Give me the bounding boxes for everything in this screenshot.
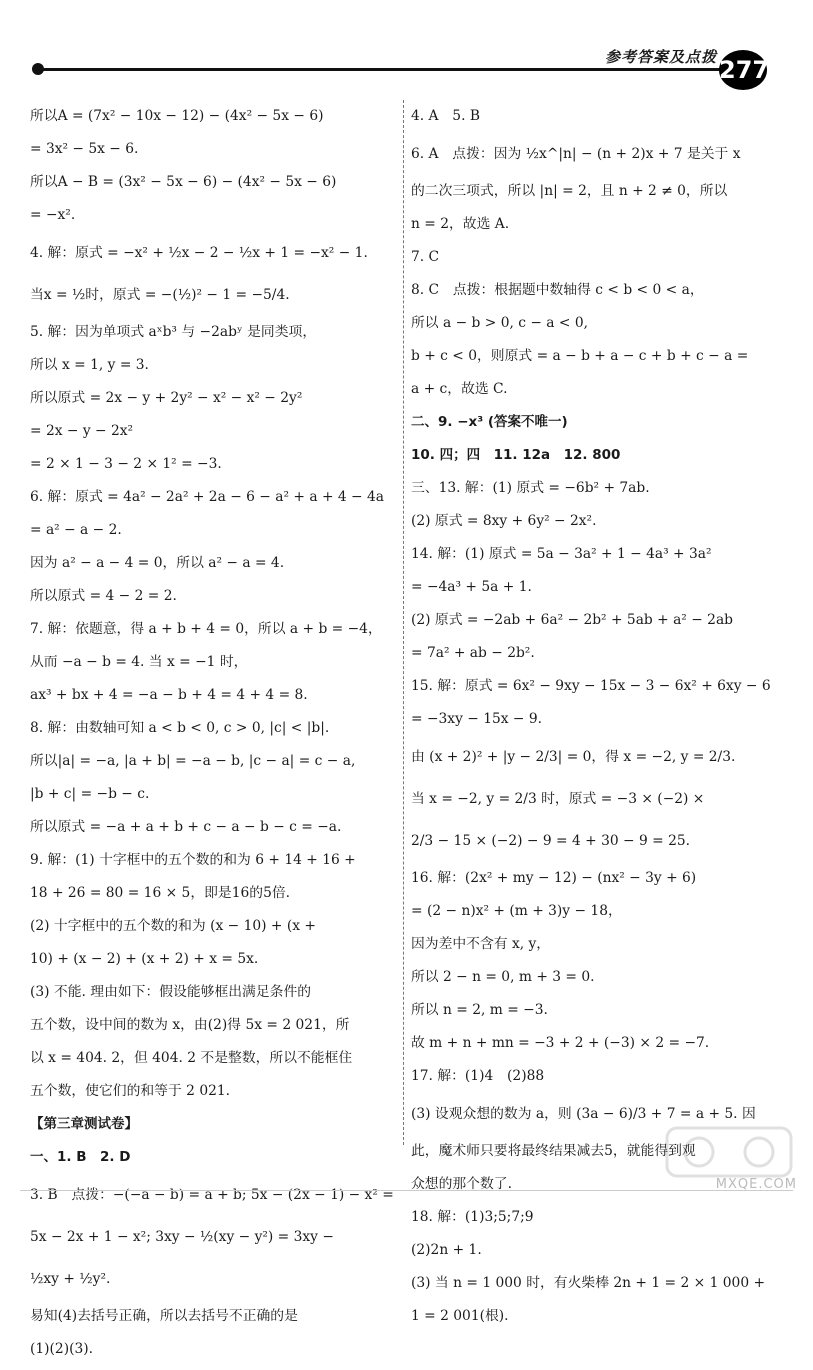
answer-line: 故 m + n + mn = −3 + 2 + (−3) × 2 = −7. xyxy=(411,1035,710,1051)
answer-line: = 3x² − 5x − 6. xyxy=(30,141,139,157)
answer-line: 4. 解：原式 = −x² + ½x − 2 − ½x + 1 = −x² − 1. xyxy=(30,245,368,261)
answer-line: 8. C 点拨：根据题中数轴得 c < b < 0 < a， xyxy=(411,282,704,298)
answer-line: = 7a² + ab − 2b². xyxy=(411,645,535,661)
header-title: 参考答案及点拨 xyxy=(604,48,717,66)
answer-line: = 2 × 1 − 3 − 2 × 1² = −3. xyxy=(30,456,222,472)
answer-line: 五个数，使它们的和等于 2 021. xyxy=(30,1083,231,1099)
answer-line: = 2x − y − 2x² xyxy=(30,423,134,439)
answer-line: 18 + 26 = 80 = 16 × 5，即是16的5倍. xyxy=(30,885,291,901)
answer-line: 5x − 2x + 1 − x²; 3xy − ½(xy − y²) = 3xy − xyxy=(30,1229,334,1245)
answer-line: = a² − a − 2. xyxy=(30,522,122,538)
answer-line: (3) 当 n = 1 000 时，有火柴棒 2n + 1 = 2 × 1 000 + xyxy=(411,1275,766,1291)
answer-line: 1 = 2 001(根). xyxy=(411,1308,509,1324)
answer-line: (3) 设观众想的数为 a，则 (3a − 6)/3 + 7 = a + 5. 因 xyxy=(411,1106,756,1122)
answer-line: 的二次三项式，所以 |n| = 2，且 n + 2 ≠ 0，所以 xyxy=(411,183,728,199)
answer-line: = −4a³ + 5a + 1. xyxy=(411,579,532,595)
answer-line: ax³ + bx + 4 = −a − b + 4 = 4 + 4 = 8. xyxy=(30,687,308,703)
footer-line xyxy=(20,1190,793,1191)
answer-line: 所以|a| = −a, |a + b| = −a − b, |c − a| = c − a, xyxy=(30,753,356,769)
answer-line: 当 x = −2, y = 2/3 时，原式 = −3 × (−2) × xyxy=(411,791,705,807)
answer-line: = −x². xyxy=(30,207,76,223)
answer-line: 4. A 5. B xyxy=(411,108,480,124)
answer-line: 14. 解：(1) 原式 = 5a − 3a² + 1 − 4a³ + 3a² xyxy=(411,546,712,562)
header-rule xyxy=(42,68,722,71)
answer-line: 8. 解：由数轴可知 a < b < 0, c > 0, |c| < |b|. xyxy=(30,720,330,736)
answer-line: 6. A 点拨：因为 ½x^|n| − (n + 2)x + 7 是关于 x xyxy=(411,146,741,162)
answer-line: = −3xy − 15x − 9. xyxy=(411,711,543,727)
answer-line: 一、1. B 2. D xyxy=(30,1149,131,1165)
answer-line: 10. 四；四 11. 12a 12. 800 xyxy=(411,447,621,463)
answer-line: 二、9. −x³ (答案不唯一) xyxy=(411,414,568,430)
watermark-text: MXQE.COM xyxy=(715,1177,797,1192)
answer-line: |b + c| = −b − c. xyxy=(30,786,150,802)
answer-line: 因为 a² − a − 4 = 0，所以 a² − a = 4. xyxy=(30,555,285,571)
answer-line: 从而 −a − b = 4. 当 x = −1 时， xyxy=(30,654,248,670)
answer-line: 所以 n = 2, m = −3. xyxy=(411,1002,548,1018)
answer-line: n = 2，故选 A. xyxy=(411,216,510,232)
answer-line: 所以原式 = −a + a + b + c − a − b − c = −a. xyxy=(30,819,342,835)
answer-line: 2/3 − 15 × (−2) − 9 = 4 + 30 − 9 = 25. xyxy=(411,833,691,849)
answer-line: 所以A = (7x² − 10x − 12) − (4x² − 5x − 6) xyxy=(30,108,324,124)
answer-line: 10) + (x − 2) + (x + 2) + x = 5x. xyxy=(30,951,259,967)
page-number-badge: 277 xyxy=(719,50,767,90)
answer-line: 所以 2 − n = 0, m + 3 = 0. xyxy=(411,969,595,985)
answer-line: a + c，故选 C. xyxy=(411,381,508,397)
answer-line: 所以原式 = 4 − 2 = 2. xyxy=(30,588,177,604)
answer-line: b + c < 0，则原式 = a − b + a − c + b + c − a = xyxy=(411,348,749,364)
answer-line: 当x = ½时，原式 = −(½)² − 1 = −5/4. xyxy=(30,287,290,303)
answer-line: ½xy + ½y². xyxy=(30,1271,111,1287)
answer-line: 所以 a − b > 0, c − a < 0, xyxy=(411,315,589,331)
column-divider xyxy=(403,100,404,1145)
answer-line: 众想的那个数了. xyxy=(411,1176,512,1192)
answer-line: = (2 − n)x² + (m + 3)y − 18， xyxy=(411,903,622,919)
answer-line: (1)(2)(3). xyxy=(30,1341,94,1357)
answer-line: (3) 不能. 理由如下：假设能够框出满足条件的 xyxy=(30,984,312,1000)
answer-line: 由 (x + 2)² + |y − 2/3| = 0，得 x = −2, y = 2/3. xyxy=(411,749,736,765)
answer-line: 五个数，设中间的数为 x，由(2)得 5x = 2 021，所 xyxy=(30,1017,350,1033)
answer-line: 所以原式 = 2x − y + 2y² − x² − x² − 2y² xyxy=(30,390,303,406)
answer-line: 18. 解：(1)3;5;7;9 xyxy=(411,1209,534,1225)
answer-line: 所以A − B = (3x² − 5x − 6) − (4x² − 5x − 6) xyxy=(30,174,337,190)
answer-line: 16. 解：(2x² + my − 12) − (nx² − 3y + 6) xyxy=(411,870,697,886)
answer-line: (2) 原式 = −2ab + 6a² − 2b² + 5ab + a² − 2ab xyxy=(411,612,734,628)
left-column xyxy=(30,104,392,1370)
answer-line: (2) 原式 = 8xy + 6y² − 2x². xyxy=(411,513,597,529)
answer-line: 7. C xyxy=(411,249,440,265)
answer-line: 易知(4)去括号正确，所以去括号不正确的是 xyxy=(30,1308,298,1324)
answer-line: 6. 解：原式 = 4a² − 2a² + 2a − 6 − a² + a + 4 − 4a xyxy=(30,489,385,505)
answer-line: 此，魔术师只要将最终结果减去5，就能得到观 xyxy=(411,1143,696,1159)
answer-line: 15. 解：原式 = 6x² − 9xy − 15x − 3 − 6x² + 6xy − 6 xyxy=(411,678,771,694)
answer-line: 三、13. 解：(1) 原式 = −6b² + 7ab. xyxy=(411,480,650,496)
section-heading: 【第三章测试卷】 xyxy=(30,1116,138,1132)
answer-line: 3. B 点拨：−(−a − b) = a + b; 5x − (2x − 1) − x² = xyxy=(30,1187,394,1203)
answer-line: 所以 x = 1, y = 3. xyxy=(30,357,149,373)
answer-line: 因为差中不含有 x, y， xyxy=(411,936,551,952)
answer-line: 以 x = 404. 2，但 404. 2 不是整数，所以不能框住 xyxy=(30,1050,353,1066)
answer-line: (2)2n + 1. xyxy=(411,1242,482,1258)
answer-line: 5. 解：因为单项式 aˣb³ 与 −2abʸ 是同类项， xyxy=(30,324,317,340)
answer-line: 7. 解：依题意，得 a + b + 4 = 0，所以 a + b = −4， xyxy=(30,621,382,637)
answer-line: 17. 解：(1)4 (2)88 xyxy=(411,1068,545,1084)
answer-line: (2) 十字框中的五个数的和为 (x − 10) + (x + xyxy=(30,918,316,934)
answer-line: 9. 解：(1) 十字框中的五个数的和为 6 + 14 + 16 + xyxy=(30,852,356,868)
